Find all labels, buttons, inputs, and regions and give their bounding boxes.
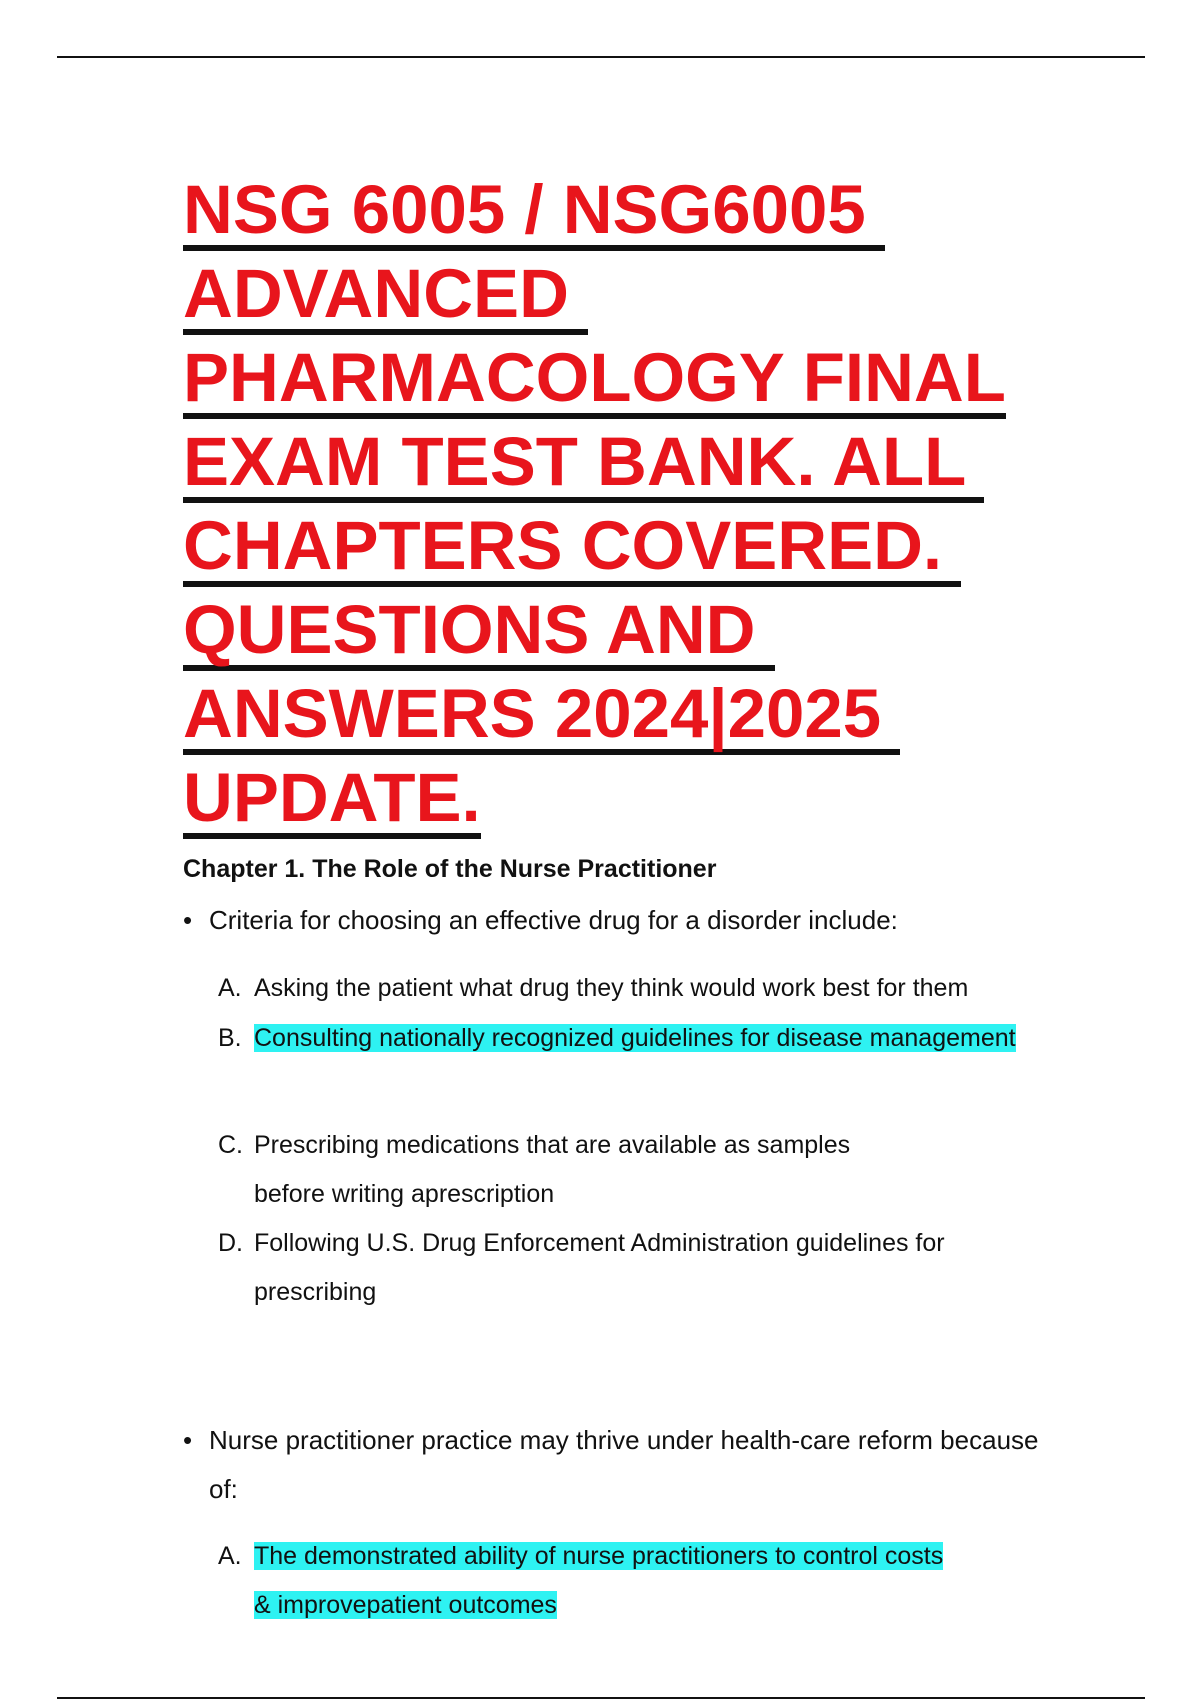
question-1 — [183, 896, 1123, 945]
question-2-prompt-line-2: of: — [209, 1474, 238, 1504]
title-line-5: CHAPTERS COVERED. — [183, 511, 961, 587]
highlighted-answer-line-2: & improvepatient outcomes — [254, 1591, 557, 1619]
option-text: Asking the patient what drug they think would work best for them — [254, 974, 969, 1002]
title-line-3: PHARMACOLOGY FINAL — [183, 343, 1006, 419]
question-1-option-b — [218, 1014, 1118, 1063]
title-line-4: EXAM TEST BANK. ALL — [183, 427, 984, 503]
highlighted-answer-line-1: The demonstrated ability of nurse practitioners to control costs — [254, 1542, 944, 1570]
question-1-option-d — [218, 1219, 1118, 1317]
highlighted-answer: Consulting nationally recognized guidelines for disease management — [254, 1024, 1016, 1052]
title-line-6: QUESTIONS AND — [183, 595, 775, 671]
question-2 — [183, 1416, 1123, 1514]
question-2-prompt-line-1: Nurse practitioner practice may thrive under health-care reform because — [209, 1425, 1039, 1455]
option-letter: D. — [218, 1229, 243, 1257]
bottom-rule — [57, 1697, 1145, 1699]
bullet-icon: • — [183, 1425, 193, 1455]
option-letter: A. — [218, 1542, 242, 1570]
question-1-prompt: Criteria for choosing an effective drug for a disorder include: — [209, 905, 898, 935]
bullet-icon: • — [183, 905, 193, 935]
top-rule — [57, 56, 1145, 58]
option-text-line-2: prescribing — [254, 1278, 377, 1306]
question-1-option-a — [218, 964, 1118, 1013]
option-letter: B. — [218, 1024, 242, 1052]
question-2-option-a — [218, 1532, 1118, 1630]
option-text-line-2: before writing aprescription — [254, 1180, 555, 1208]
title-line-8: UPDATE. — [183, 763, 481, 839]
option-text-line-1: Prescribing medications that are available as samples — [254, 1131, 851, 1159]
chapter-heading: Chapter 1. The Role of the Nurse Practitioner — [183, 855, 717, 883]
option-letter: A. — [218, 974, 242, 1002]
title-line-7: ANSWERS 2024|2025 — [183, 679, 900, 755]
document-title — [183, 168, 1083, 840]
title-line-2: ADVANCED — [183, 259, 588, 335]
option-letter: C. — [218, 1131, 243, 1159]
question-1-option-c — [218, 1121, 1118, 1219]
title-line-1: NSG 6005 / NSG6005 — [183, 175, 885, 251]
option-text-line-1: Following U.S. Drug Enforcement Administration guidelines for — [254, 1229, 945, 1257]
